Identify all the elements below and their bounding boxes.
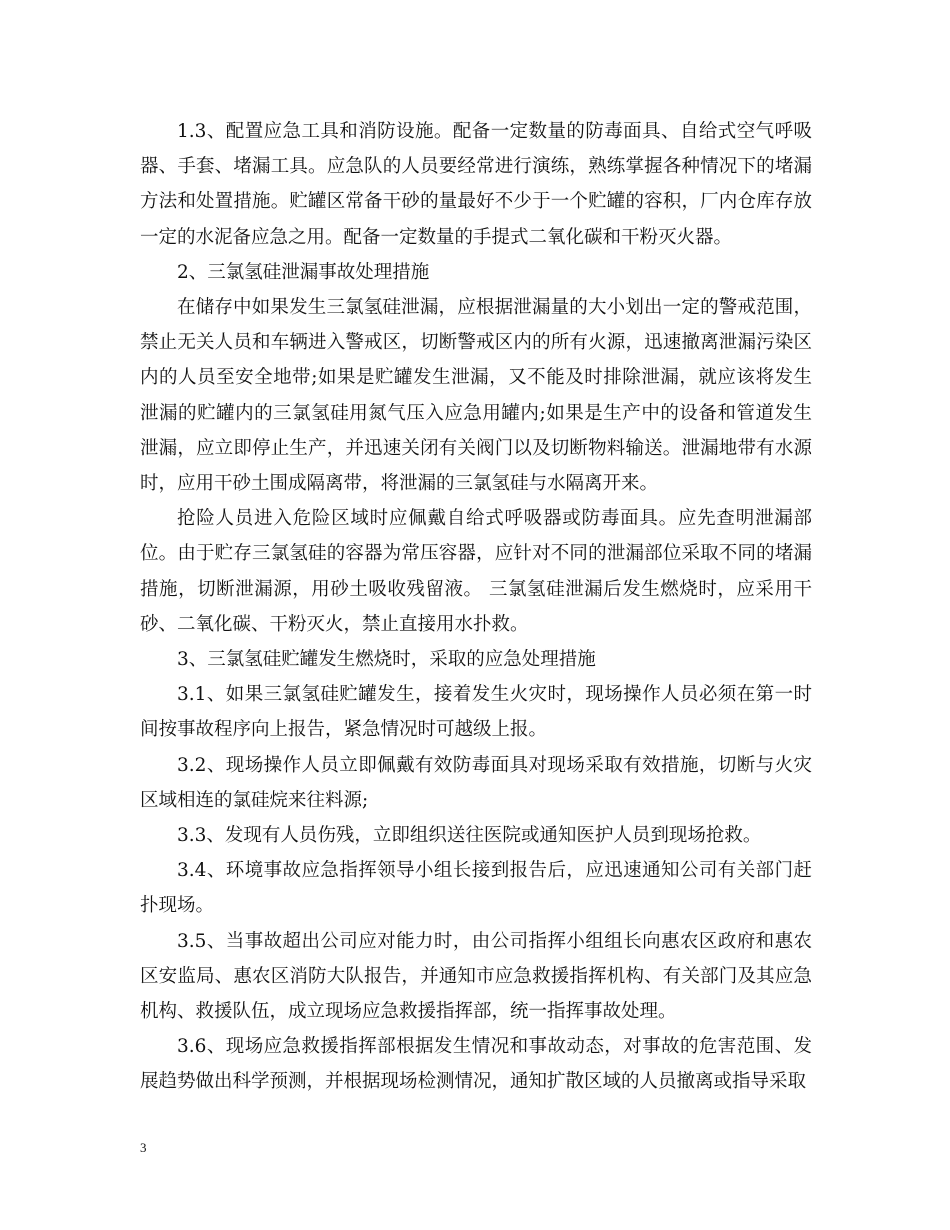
paragraph-1-3: 1.3、配置应急工具和消防设施。配备一定数量的防毒面具、自给式空气呼吸器、手套、堵漏工具。应急队的人员要经常进行演练，熟练掌握各种情况下的堵漏方法和处置措施。贮罐区常备干砂的量最好不少于一个贮罐的容积，厂内仓库存放一定的水泥备应急之用。配备一定数量的手提式二氧化碳和干粉灭火器。 bbox=[140, 121, 812, 248]
paragraph-3-6: 3.6、现场应急救援指挥部根据发生情况和事故动态，对事故的危害范围、发展趋势做出科学预测，并根据现场检测情况，通知扩散区域的人员撤离或指导采取 bbox=[140, 1036, 812, 1093]
paragraph-3-1: 3.1、如果三氯氢硅贮罐发生，接着发生火灾时，现场操作人员必须在第一时间按事故程序向上报告，紧急情况时可越级上报。 bbox=[140, 684, 812, 741]
page-number: 3 bbox=[140, 1140, 147, 1155]
paragraph-rescue-personnel: 抢险人员进入危险区域时应佩戴自给式呼吸器或防毒面具。应先查明泄漏部位。由于贮存三氯氢硅的容器为常压容器，应针对不同的泄漏部位采取不同的堵漏措施，切断泄漏源，用砂土吸收残留液。 三氯氢硅泄漏后发生燃烧时，应采用干砂、二氧化碳、干粉灭火，禁止直接用水扑救。 bbox=[140, 508, 812, 635]
heading-section-2: 2、三氯氢硅泄漏事故处理措施 bbox=[177, 261, 430, 283]
paragraph-3-2: 3.2、现场操作人员立即佩戴有效防毒面具对现场采取有效措施，切断与火灾区域相连的氯硅烷来往料源; bbox=[140, 754, 812, 811]
paragraph-leak-handling: 在储存中如果发生三氯氢硅泄漏，应根据泄漏量的大小划出一定的警戒范围，禁止无关人员和车辆进入警戒区，切断警戒区内的所有火源，迅速撤离泄漏污染区内的人员至安全地带;如果是贮罐发生泄漏，又不能及时排除泄漏，就应该将发生泄漏的贮罐内的三氯氢硅用氮气压入应急用罐内;如果是生产中的设备和管道发生泄漏，应立即停止生产，并迅速关闭有关阀门以及切断物料输送。泄漏地带有水源时，应用干砂土围成隔离带，将泄漏的三氯氢硅与水隔离开来。 bbox=[140, 297, 812, 495]
heading-section-3: 3、三氯氢硅贮罐发生燃烧时，采取的应急处理措施 bbox=[177, 649, 596, 671]
paragraph-3-3: 3.3、发现有人员伤残，立即组织送往医院或通知医护人员到现场抢救。 bbox=[177, 825, 762, 847]
document-body bbox=[140, 114, 812, 1100]
paragraph-3-4: 3.4、环境事故应急指挥领导小组长接到报告后，应迅速通知公司有关部门赶扑现场。 bbox=[140, 860, 812, 917]
paragraph-3-5: 3.5、当事故超出公司应对能力时，由公司指挥小组组长向惠农区政府和惠农区安监局、惠农区消防大队报告，并通知市应急救援指挥机构、有关部门及其应急机构、救援队伍，成立现场应急救援指挥部，统一指挥事故处理。 bbox=[140, 930, 812, 1023]
